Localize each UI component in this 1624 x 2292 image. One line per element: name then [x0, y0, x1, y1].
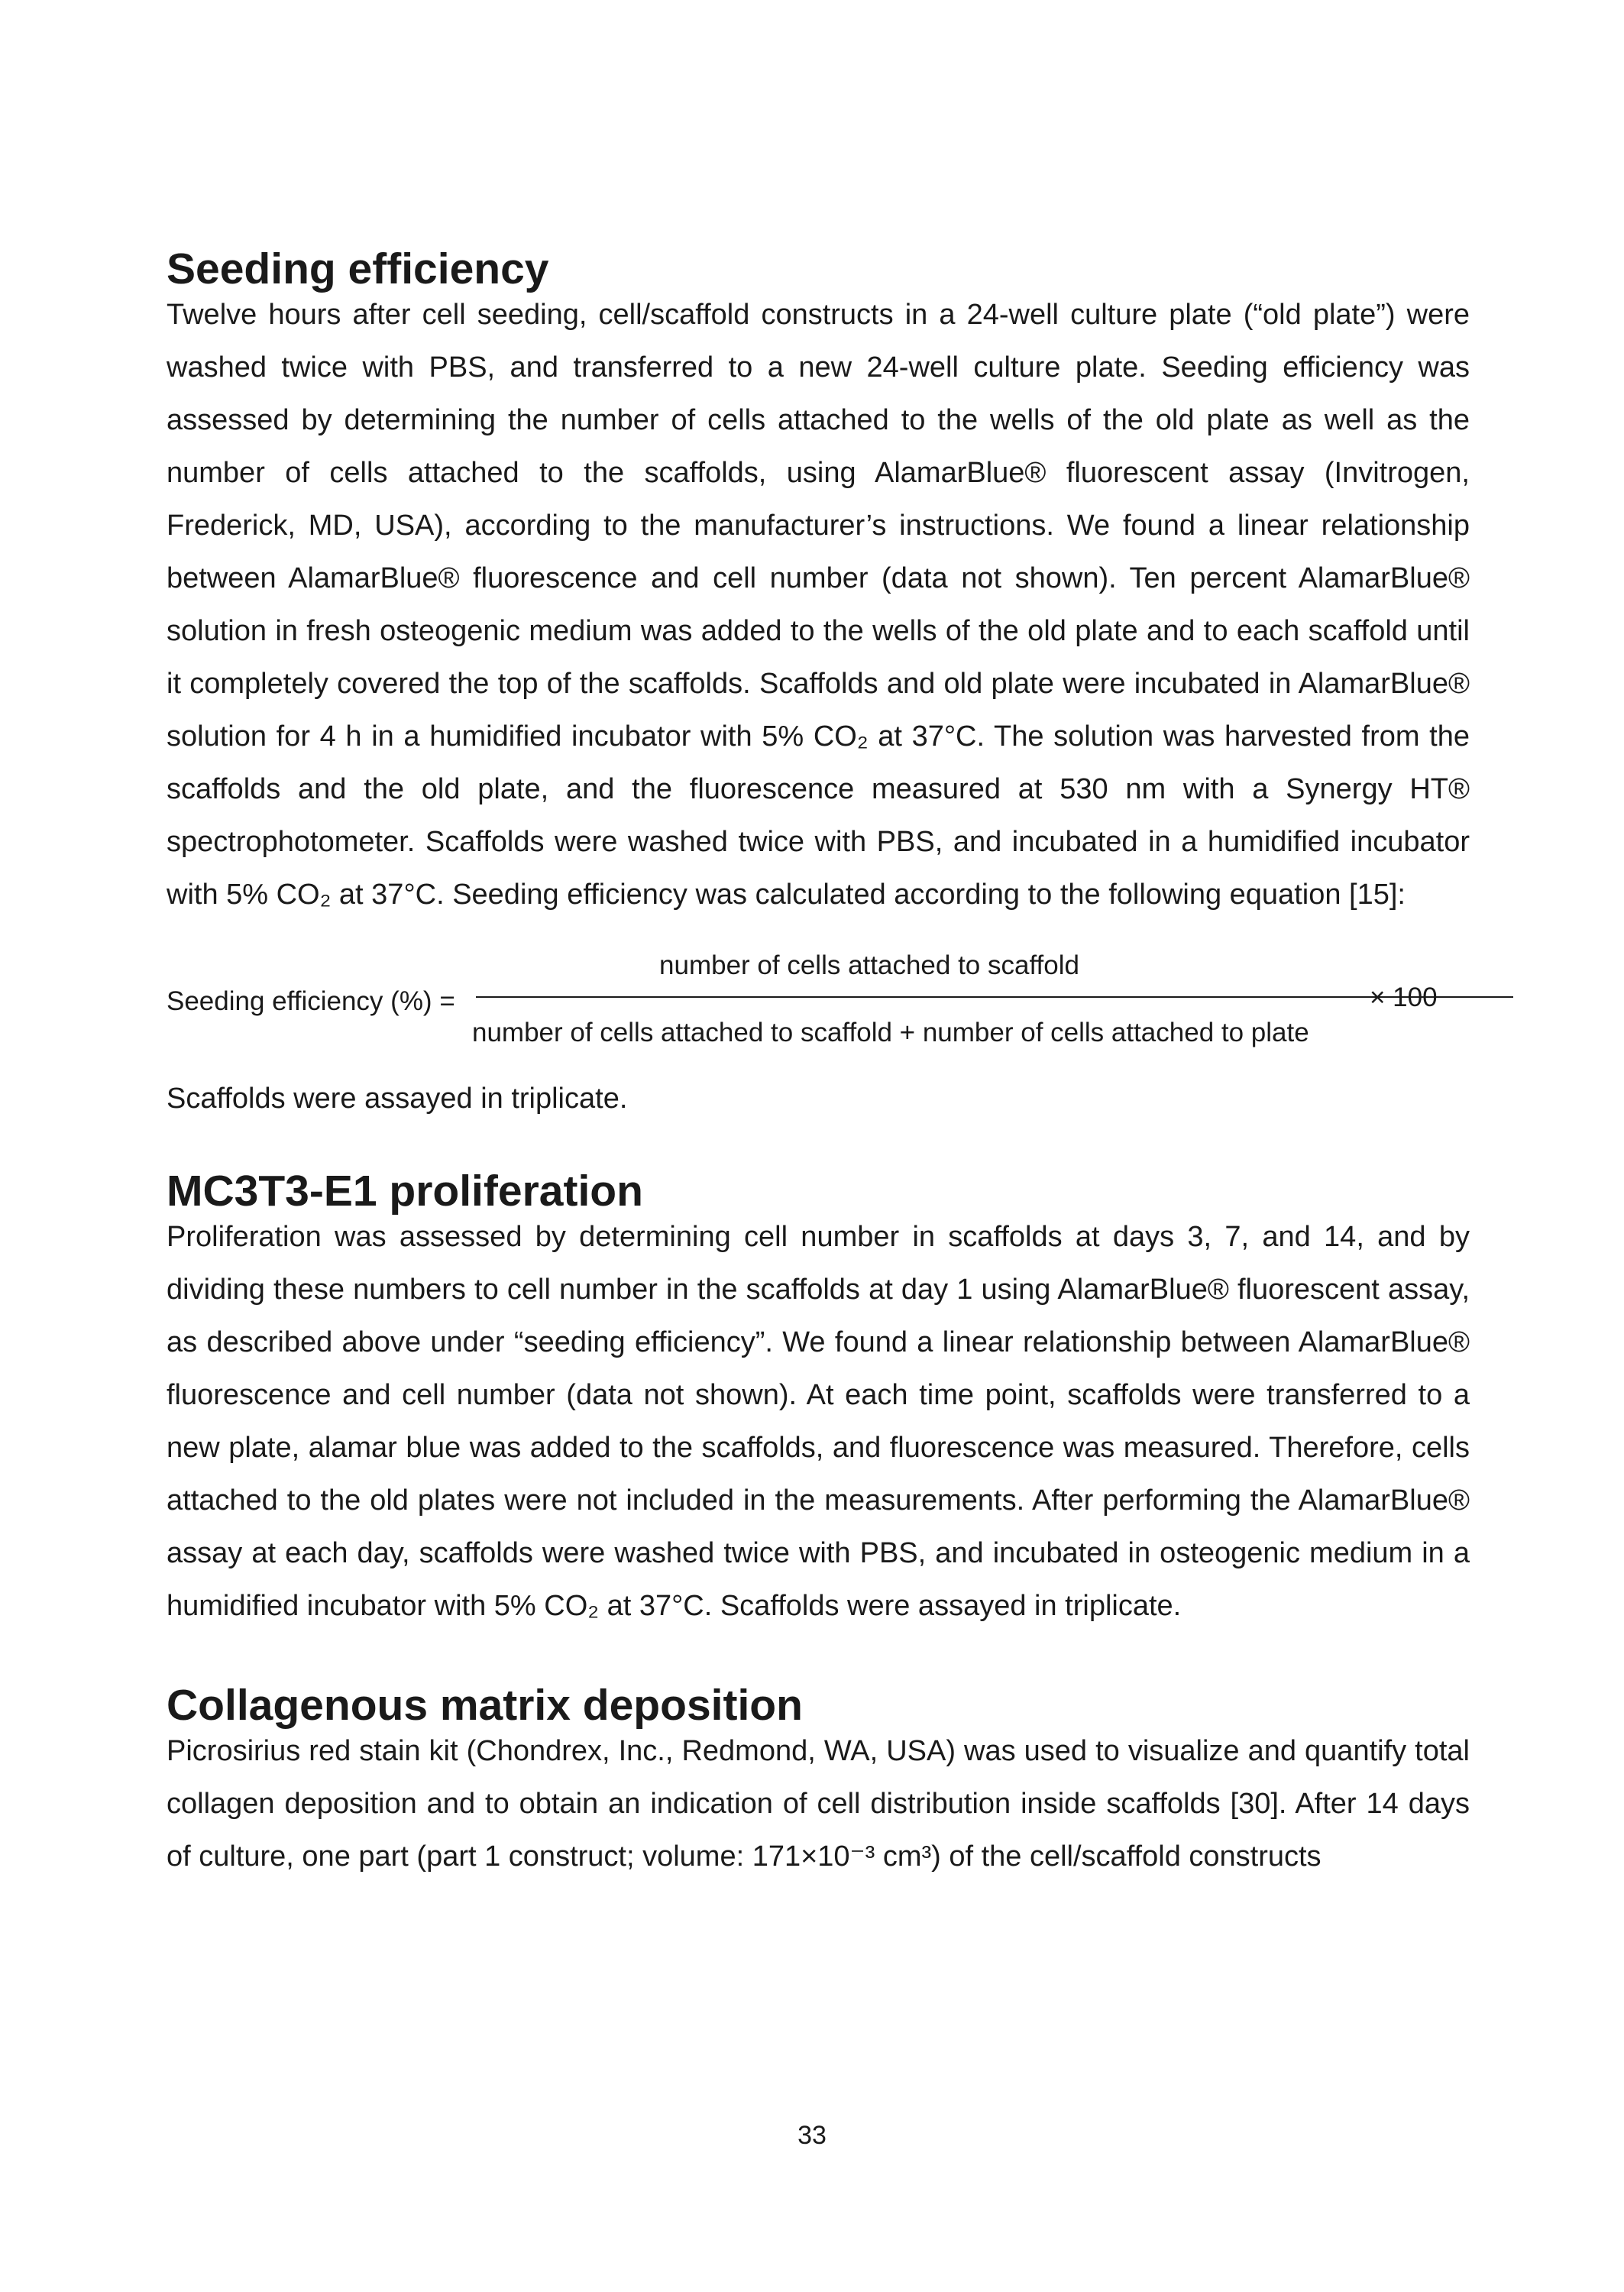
section-heading-collagen: Collagenous matrix deposition [167, 1681, 803, 1730]
equation-label: Seeding efficiency (%) = [167, 986, 455, 1016]
equation-numerator: number of cells attached to scaffold [659, 950, 1079, 980]
seeding-efficiency-equation [167, 950, 1470, 1068]
page-body [167, 244, 1470, 1883]
section-spacer [167, 1118, 1470, 1171]
page-number: 33 [797, 2121, 827, 2150]
triplicate-note: Scaffolds were assayed in triplicate. [167, 1083, 628, 1115]
section-heading-proliferation: MC3T3-E1 proliferation [167, 1167, 643, 1216]
paragraph-collagen: Picrosirius red stain kit (Chondrex, Inc., Redmond, WA, USA) was used to visualize and quantify total collagen deposition and to obtain an indication of cell distribution inside scaffolds [30]. After 14 days of culture, one part (part 1 construct; volume: 171×10⁻³ cm³) of the cell/scaffold constructs [167, 1735, 1470, 1873]
paragraph-proliferation: Proliferation was assessed by determining cell number in scaffolds at days 3, 7, and 14, and by dividing these numbers to cell number in the scaffolds at day 1 using AlamarBlue® fluorescent assay, as described above under “seeding efficiency”. We found a linear relationship between AlamarBlue® fluorescence and cell number (data not shown). At each time point, scaffolds were transferred to a new plate, alamar blue was added to the scaffolds, and fluorescence was measured. Therefore, cells attached to the old plates were not included in the measurements. After performing the AlamarBlue® assay at each day, scaffolds were washed twice with PBS, and incubated in osteogenic medium in a humidified incubator with 5% CO₂ at 37°C. Scaffolds were assayed in triplicate. [167, 1221, 1470, 1622]
section-heading-seeding-efficiency: Seeding efficiency [167, 244, 549, 293]
equation-denominator: number of cells attached to scaffold + number of cells attached to plate [472, 1018, 1309, 1047]
equation-multiplier: × 100 [1370, 983, 1438, 1012]
paragraph-seeding-efficiency: Twelve hours after cell seeding, cell/scaffold constructs in a 24-well culture plate (“old plate”) were washed twice with PBS, and transferred to a new 24-well culture plate. Seeding efficiency was assessed by determining the number of cells attached to the wells of the old plate as well as the number of cells attached to the scaffolds, using AlamarBlue® fluorescent assay (Invitrogen, Frederick, MD, USA), according to the manufacturer’s instructions. We found a linear relationship between AlamarBlue® fluorescence and cell number (data not shown). Ten percent AlamarBlue® solution in fresh osteogenic medium was added to the wells of the old plate and to each scaffold until it completely covered the top of the scaffolds. Scaffolds and old plate were incubated in AlamarBlue® solution for 4 h in a humidified incubator with 5% CO₂ at 37°C. The solution was harvested from the scaffolds and the old plate, and the fluorescence measured at 530 nm with a Synergy HT® spectrophotometer. Scaffolds were washed twice with PBS, and incubated in a humidified incubator with 5% CO₂ at 37°C. Seeding efficiency was calculated according to the following equation [15]: [167, 299, 1470, 911]
section-spacer [167, 1633, 1470, 1685]
fraction-bar [476, 996, 1513, 998]
